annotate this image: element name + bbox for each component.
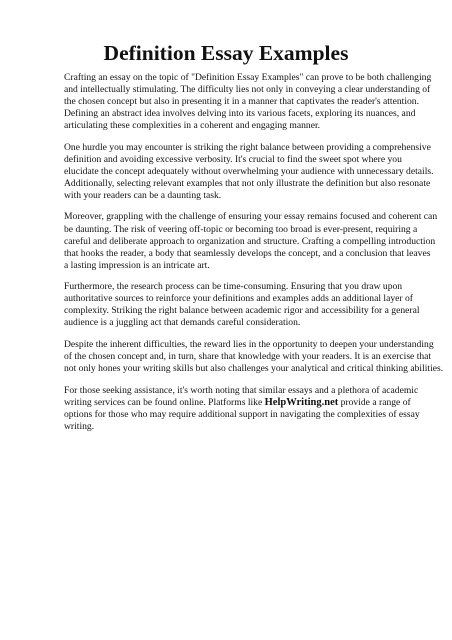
text-line: definition and avoiding excessive verbosity. It's crucial to find the sweet spot where you: [64, 153, 402, 165]
paragraph-5: [64, 338, 444, 375]
text-line: audience is a juggling act that demands careful consideration.: [64, 317, 301, 329]
text-line: Crafting an essay on the topic of "Definition Essay Examples" can prove to be both challenging: [64, 72, 432, 83]
text-line: be daunting. The risk of veering off-topic or becoming too broad is ever-present, requiring a: [64, 223, 418, 235]
text-line: writing.: [64, 420, 95, 432]
text-line: complexity. Striking the right balance between academic rigor and accessibility for a general: [64, 305, 420, 317]
text-line: One hurdle you may encounter is striking the right balance between providing a comprehensive: [64, 141, 431, 153]
text-line: authoritative sources to reinforce your definitions and examples adds an additional layer of: [64, 293, 413, 305]
text-line: articulating these complexities in a coherent and engaging manner.: [64, 120, 321, 132]
text-line: and intellectually stimulating. The difficulty lies not only in conveying a clear understanding of: [64, 84, 431, 96]
text-line: Furthermore, the research process can be time-consuming. Ensuring that you draw upon: [64, 281, 403, 293]
text-line-with-link: [64, 396, 411, 409]
text-line: of the chosen concept and, in turn, share that knowledge with your readers. It is an exercise that: [64, 350, 432, 362]
text-line: with your readers can be a daunting task.: [64, 189, 222, 201]
paragraph-2: [64, 141, 434, 202]
link-prefix-text: writing services can be found online. Platforms like: [64, 396, 265, 408]
paragraph-3: [64, 211, 438, 271]
link-suffix-text: provide a range of: [338, 396, 411, 408]
paragraph-1: [64, 72, 432, 132]
text-line: Despite the inherent difficulties, the reward lies in the opportunity to deepen your understanding: [64, 338, 434, 350]
paragraph-4: [64, 281, 420, 329]
text-line: For those seeking assistance, it's worth noting that similar essays and a plethora of academic: [64, 384, 419, 396]
text-line: careful and deliberate approach to organization and structure. Crafting a compelling introduction: [64, 235, 436, 247]
text-line: not only hones your writing skills but also challenges your analytical and critical thinking abilities.: [64, 362, 444, 374]
text-line: the chosen concept but also in presenting it in a manner that captivates the reader's attention.: [64, 96, 419, 108]
paragraph-6: [64, 384, 420, 433]
text-line: that hooks the reader, a body that seamlessly develops the concept, and a conclusion that leaves: [64, 247, 431, 259]
text-line: elucidate the concept adequately without overwhelming your audience with unnecessary details.: [64, 165, 434, 177]
document-title: Definition Essay Examples: [103, 41, 349, 65]
text-line: Moreover, grappling with the challenge of ensuring your essay remains focused and coherent can: [64, 211, 438, 223]
helpwriting-link[interactable]: HelpWriting.net: [264, 396, 339, 408]
text-line: options for those who may require additional support in navigating the complexities of essay: [64, 408, 420, 420]
text-line: Defining an abstract idea involves delving into its various facets, exploring its nuances, and: [64, 108, 416, 120]
document-body: [64, 72, 444, 442]
text-line: Additionally, selecting relevant examples that not only illustrate the definition but also resonate: [64, 177, 431, 189]
text-line: a lasting impression is an intricate art.: [64, 259, 210, 271]
